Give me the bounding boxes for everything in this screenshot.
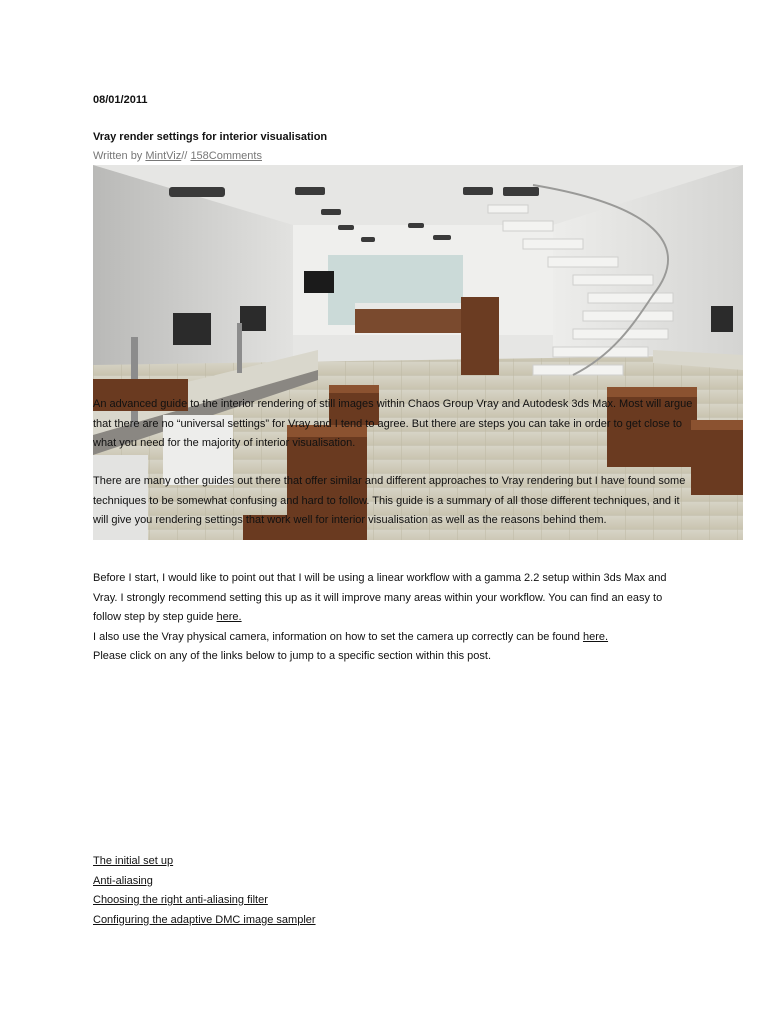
author-link[interactable]: MintViz xyxy=(145,150,182,162)
intro-paragraph-3-text: Before I start, I would like to point out that I will be using a linear workflow with a gamma 2.2 setup within 3ds Max and Vray. I strongly recommend setting this up as it will improve many areas within your workflow. You can find an easy to follow step by step guide xyxy=(93,572,667,623)
intro-paragraph-5: Please click on any of the links below to jump to a specific section within this post. xyxy=(93,650,492,662)
physical-camera-guide-link[interactable]: here. xyxy=(582,630,609,643)
comments-link[interactable]: 158Comments xyxy=(190,150,262,162)
table-of-contents xyxy=(93,852,316,930)
byline xyxy=(93,150,262,162)
intro-paragraph-3 xyxy=(93,569,693,667)
post-date: 08/01/2011 xyxy=(93,94,148,106)
intro-paragraph-1: An advanced guide to the interior rendering of still images within Chaos Group Vray and Autodesk 3ds Max. Most will argue that there are no “universal settings” for Vray and I tend to agree. But there are steps you can take in order to get close to what you need for the majority of interior visualisation. xyxy=(93,398,693,449)
intro-paragraph-2: There are many other guides out there that offer similar and different approaches to Vray rendering but I have found some techniques to be somewhat confusing and hard to follow. This guide is a summary of all those different techniques, and it will give you rendering settings that work well for interior visualisation as well as the reasons behind them. xyxy=(93,475,686,526)
toc-link-initial-set-up[interactable]: The initial set up xyxy=(93,855,174,867)
toc-link-anti-aliasing[interactable]: Anti-aliasing xyxy=(93,874,153,887)
written-by-label: Written by xyxy=(93,150,143,162)
byline-separator: // xyxy=(181,150,188,162)
toc-link-adaptive-dmc-sampler[interactable]: Configuring the adaptive DMC image sampler xyxy=(93,913,316,926)
intro-paragraph-4-text: I also use the Vray physical camera, information on how to set the camera up correctly can be found xyxy=(93,630,583,643)
post-title: Vray render settings for interior visualisation xyxy=(93,131,328,143)
toc-link-anti-aliasing-filter[interactable]: Choosing the right anti-aliasing filter xyxy=(93,894,268,906)
linear-workflow-guide-link[interactable]: here. xyxy=(216,611,242,623)
